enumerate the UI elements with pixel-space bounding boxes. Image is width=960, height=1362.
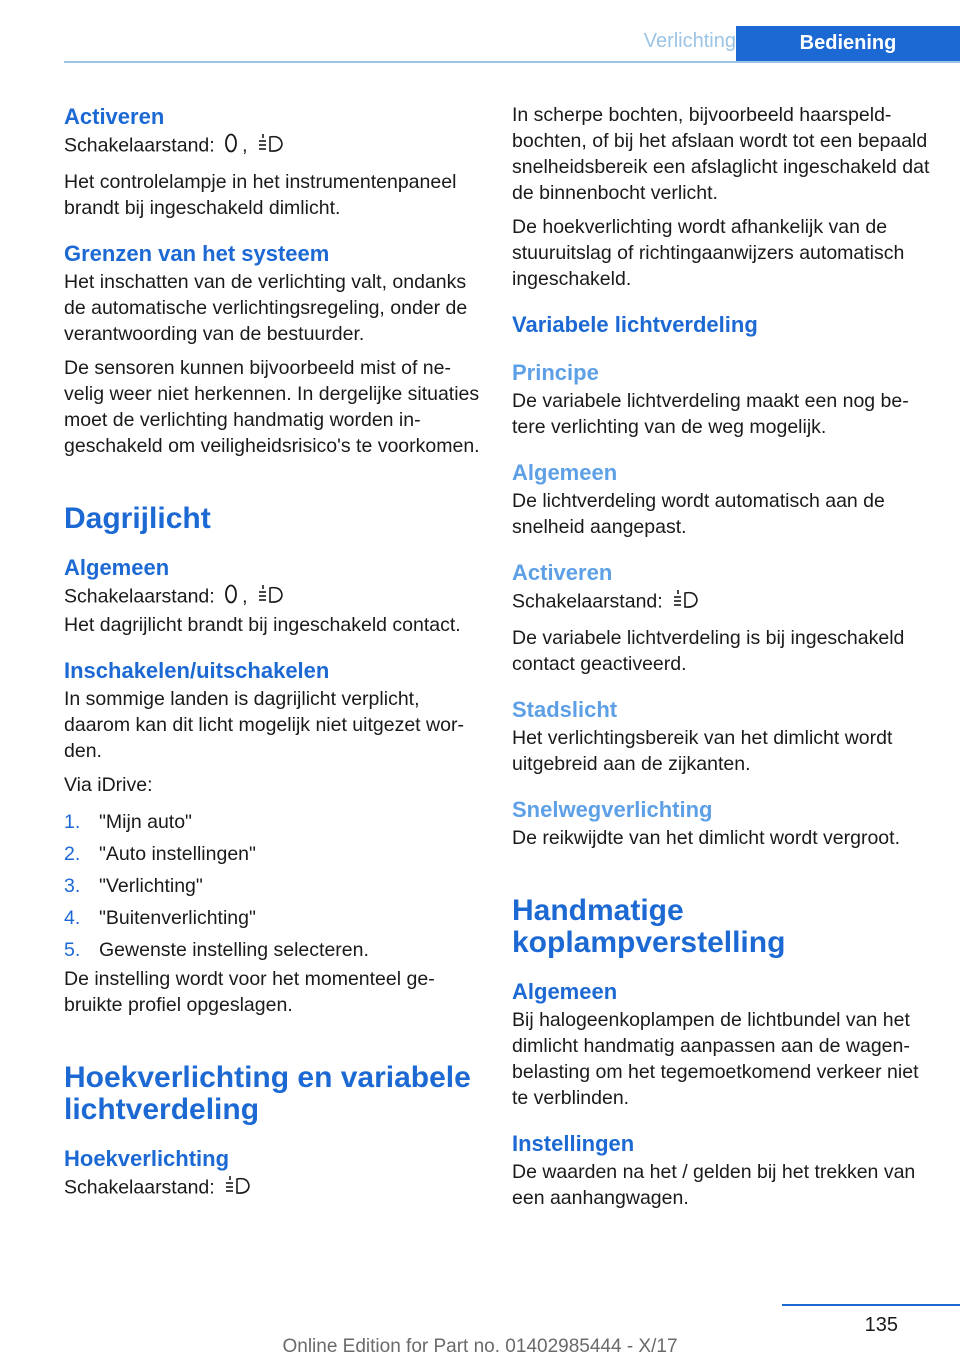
heading-snelwegverlichting: Snelwegverlichting (512, 797, 713, 822)
list-item: 4. "Buitenverlichting" (64, 907, 256, 929)
paragraph: Bij halogeenkoplampen de lichtbundel van het dimlicht handmatig aanpassen aan de wagenbelasting om het tegemoetkomend verkeer niet te verblinden. (512, 1009, 919, 1109)
heading-grenzen: Grenzen van het systeem (64, 241, 330, 266)
switch-position-0-icon (224, 583, 238, 612)
tab-bediening[interactable]: Bediening (736, 26, 960, 62)
heading-principe: Principe (512, 360, 599, 385)
switch-position-line (64, 132, 484, 161)
heading-activeren: Activeren (64, 104, 165, 129)
tab-verlichting[interactable]: Verlichting (643, 30, 736, 52)
idrive-steps-list (64, 806, 484, 966)
paragraph: De instelling wordt voor het momenteel gebruikte profiel opgeslagen. (64, 968, 435, 1016)
heading-algemeen: Algemeen (512, 460, 618, 485)
paragraph: Via iDrive: (64, 774, 153, 796)
switch-position-line (64, 1174, 484, 1203)
comma: , (242, 585, 248, 608)
heading-inschakelen: Inschakelen/uitschakelen (64, 658, 330, 683)
switch-label: Schakelaarstand: (64, 1176, 215, 1199)
edition-footer: Online Edition for Part no. 01402985444 - X/17 (282, 1336, 678, 1357)
paragraph: In scherpe bochten, bijvoorbeeld haarspeldbochten, of bij het afslaan wordt tot een bepaald snelheidsbereik een afslaglicht ingeschakeld dat de binnenbocht verlicht. (512, 104, 930, 204)
heading-algemeen: Algemeen (64, 555, 170, 580)
paragraph: Het controlelampje in het instrumentenpaneel brandt bij ingeschakeld dimlicht. (64, 171, 457, 219)
paragraph: De reikwijdte van het dimlicht wordt vergroot. (512, 827, 900, 849)
paragraph: Het dagrijlicht brandt bij ingeschakeld contact. (64, 614, 461, 636)
list-item: 3. "Verlichting" (64, 875, 203, 897)
heading-dagrijlicht: Dagrijlicht (64, 502, 211, 535)
switch-label: Schakelaarstand: (64, 134, 215, 157)
paragraph: Het verlichtingsbereik van het dimlicht wordt uitgebreid aan de zijkanten. (512, 727, 893, 775)
header-divider (64, 61, 960, 63)
left-column (64, 102, 484, 1203)
right-column (512, 102, 932, 1211)
heading-stadslicht: Stadslicht (512, 697, 618, 722)
paragraph: In sommige landen is dagrijlicht verplicht, daarom kan dit licht mogelijk niet uitgezet worden. (64, 688, 464, 762)
switch-position-line (64, 583, 484, 612)
list-item: 5. Gewenste instelling selecteren. (64, 939, 369, 961)
heading-instellingen: Instellingen (512, 1131, 635, 1156)
paragraph: Het inschatten van de verlichting valt, ondanks de automatische verlichtingsregeling, onder de verantwoording van de bestuurder. (64, 271, 468, 345)
paragraph: De sensoren kunnen bijvoorbeeld mist of nevelig weer niet herkennen. In dergelijke situaties moet de verlichting handmatig worden ingeschakeld om veiligheidsrisico's te voorkomen. (64, 357, 480, 457)
paragraph: De hoekverlichting wordt afhankelijk van de stuuruitslag of richtingaanwijzers automatisch ingeschakeld. (512, 216, 905, 290)
heading-variabele-lichtverdeling: Variabele lichtverdeling (512, 312, 758, 337)
automatic-headlight-icon (257, 132, 285, 161)
paragraph: De lichtverdeling wordt automatisch aan de snelheid aangepast. (512, 490, 885, 538)
heading-hoekverlichting: Hoekverlichting (64, 1146, 230, 1171)
list-item: 1. "Mijn auto" (64, 811, 192, 833)
paragraph: De waarden na het / gelden bij het trekken van een aanhangwagen. (512, 1161, 916, 1209)
switch-position-line (512, 588, 932, 617)
page-header (64, 26, 960, 62)
footer-divider (782, 1304, 960, 1306)
page-number: 135 (864, 1314, 898, 1336)
paragraph: De variabele lichtverdeling maakt een nog betere verlichting van de weg mogelijk. (512, 390, 909, 438)
heading-hoekverlichting-variabele: Hoekverlichting en variabele lichtverdeling (64, 1061, 471, 1126)
list-item: 2. "Auto instellingen" (64, 843, 256, 865)
paragraph: De variabele lichtverdeling is bij ingeschakeld contact geactiveerd. (512, 627, 905, 675)
heading-activeren: Activeren (512, 560, 613, 585)
heading-algemeen: Algemeen (512, 979, 618, 1004)
automatic-headlight-icon (257, 583, 285, 612)
switch-label: Schakelaarstand: (64, 585, 215, 608)
switch-position-0-icon (224, 132, 238, 161)
heading-handmatige-koplampverstelling: Handmatige koplampverstelling (512, 894, 786, 959)
comma: , (242, 134, 248, 157)
automatic-headlight-icon (672, 588, 700, 617)
switch-label: Schakelaarstand: (512, 590, 663, 613)
automatic-headlight-icon (224, 1174, 252, 1203)
